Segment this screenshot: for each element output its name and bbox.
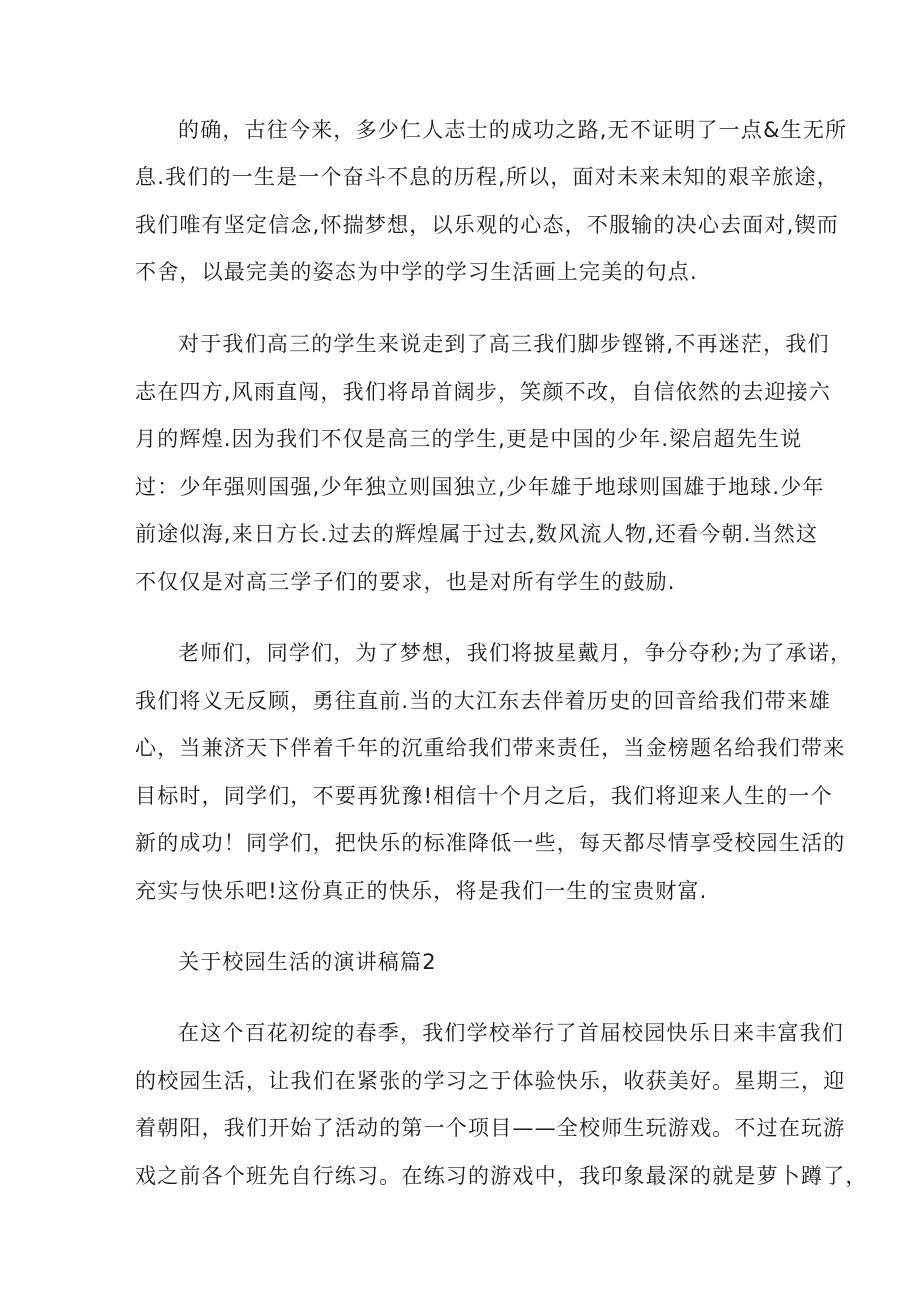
- paragraph-3-line-1: 老师们，同学们，为了梦想，我们将披星戴月，争分夺秒;为了承诺，: [178, 641, 853, 665]
- paragraph-4-line-2: 的校园生活，让我们在紧张的学习之于体验快乐，收获美好。星期三，迎: [135, 1069, 846, 1093]
- paragraph-3-line-4: 目标时，同学们，不要再犹豫!相信十个月之后，我们将迎来人生的一个: [135, 784, 833, 808]
- paragraph-1-line-2: 息.我们的一生是一个奋斗不息的历程,所以，面对未来未知的艰辛旅途，: [135, 165, 839, 189]
- paragraph-2-line-1: 对于我们高三的学生来说走到了高三我们脚步铿锵,不再迷茫，我们: [178, 332, 830, 356]
- paragraph-2-line-4: 过：少年强则国强,少年独立则国独立,少年雄于地球则国雄于地球.少年: [135, 475, 825, 499]
- paragraph-1-line-4: 不舍，以最完美的姿态为中学的学习生活画上完美的句点.: [135, 260, 698, 284]
- paragraph-2-line-3: 月的辉煌.因为我们不仅是高三的学生,更是中国的少年.梁启超先生说: [135, 427, 803, 451]
- section-heading: 关于校园生活的演讲稿篇2: [178, 950, 437, 974]
- paragraph-3-line-3: 心，当兼济天下伴着千年的沉重给我们带来责任，当金榜题名给我们带来: [135, 736, 846, 760]
- paragraph-3-line-5: 新的成功！同学们，把快乐的标准降低一些，每天都尽情享受校园生活的: [135, 831, 846, 855]
- paragraph-1-line-1: 的确，古往今来，多少仁人志士的成功之路,无不证明了一点&生无所: [178, 118, 848, 142]
- paragraph-4-line-3: 着朝阳，我们开始了活动的第一个项目——全校师生玩游戏。不过在玩游: [135, 1116, 846, 1140]
- paragraph-4-line-1: 在这个百花初绽的春季，我们学校举行了首届校园快乐日来丰富我们: [178, 1021, 844, 1045]
- paragraph-2-line-6: 不仅仅是对高三学子们的要求，也是对所有学生的鼓励.: [135, 570, 676, 594]
- paragraph-1-line-3: 我们唯有坚定信念,怀揣梦想，以乐观的心态，不服输的决心去面对,锲而: [135, 213, 839, 237]
- paragraph-3-line-6: 充实与快乐吧!这份真正的快乐，将是我们一生的宝贵财富.: [135, 879, 708, 903]
- paragraph-4-line-4: 戏之前各个班先自行练习。在练习的游戏中，我印象最深的就是萝卜蹲了，: [135, 1164, 868, 1188]
- paragraph-2-line-2: 志在四方,风雨直闯，我们将昂首阔步，笑颜不改，自信依然的去迎接六: [135, 380, 832, 404]
- paragraph-2-line-5: 前途似海,来日方长.过去的辉煌属于过去,数风流人物,还看今朝.当然这: [135, 522, 819, 546]
- paragraph-3-line-2: 我们将义无反顾，勇往直前.当的大江东去伴着历史的回音给我们带来雄: [135, 689, 832, 713]
